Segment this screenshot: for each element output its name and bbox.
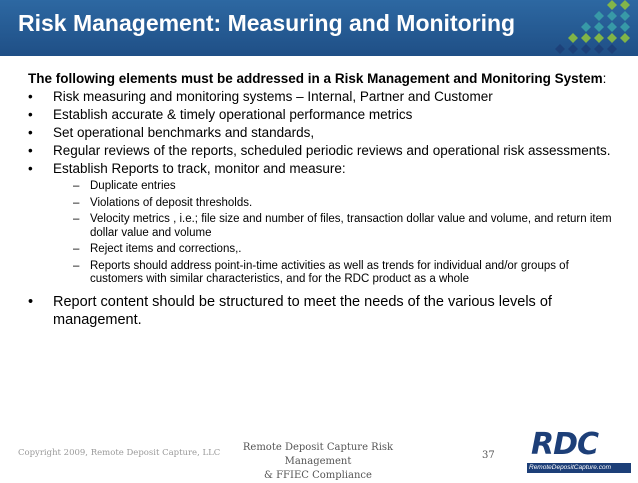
copyright-text: Copyright 2009, Remote Deposit Capture, LLC [18, 448, 221, 458]
bullet-marker: • [28, 107, 33, 122]
bullet-text: Report content should be structured to meet the needs of the various levels of management. [53, 293, 552, 328]
dash-marker: – [73, 243, 80, 255]
sub-bullet-text: Reject items and corrections,. [90, 243, 242, 255]
intro-colon: : [602, 71, 607, 86]
diamond-tile [594, 11, 604, 21]
diamond-tile [607, 0, 617, 10]
bullet-marker: • [28, 125, 33, 140]
diamond-tile [620, 33, 630, 43]
sub-bullet-text: Duplicate entries [90, 180, 176, 192]
diamond-tile [568, 33, 578, 43]
sub-list-item [73, 197, 618, 211]
diamond-tile [594, 22, 604, 32]
dash-marker: – [73, 180, 80, 192]
bullet-text: Risk measuring and monitoring systems – Internal, Partner and Customer [53, 89, 493, 104]
dash-marker: – [73, 259, 80, 272]
diamond-tile [594, 44, 604, 54]
dash-marker: – [73, 213, 80, 225]
sub-bullet-list [53, 180, 618, 287]
bullet-marker: • [28, 293, 34, 310]
list-item [28, 293, 618, 329]
list-item [28, 124, 618, 141]
rdc-logo-wordmark: RDC [531, 427, 599, 462]
diamond-tile [607, 44, 617, 54]
diamond-tile [607, 22, 617, 32]
diamond-tile [568, 44, 578, 54]
bullet-text: Regular reviews of the reports, scheduled periodic reviews and operational risk assessments. [53, 143, 611, 158]
rdc-logo [525, 427, 635, 477]
diamond-tile [620, 22, 630, 32]
diamond-tile [620, 11, 630, 21]
bullet-text: Establish accurate & timely operational performance metrics [53, 107, 413, 122]
bullet-list [28, 88, 618, 329]
bullet-marker: • [28, 143, 33, 158]
diamond-tile [555, 44, 565, 54]
sub-bullet-text: Velocity metrics , i.e.; file size and number of files, transaction dollar value and volume, and return item dollar value and volume [90, 213, 612, 239]
diamond-tile [581, 33, 591, 43]
sub-list-item [73, 213, 618, 240]
footer-caption-line2: & FFIEC Compliance [264, 470, 372, 481]
sub-list-item [73, 180, 618, 194]
diamond-tile [581, 22, 591, 32]
sub-bullet-text: Violations of deposit thresholds. [90, 196, 253, 209]
dash-marker: – [73, 196, 80, 209]
sub-bullet-text: Reports should address point-in-time activities as well as trends for individual and/or groups of customers with similar characteristics, and for the RDC product as a whole [90, 259, 569, 285]
diamond-tile [620, 0, 630, 10]
list-item [28, 106, 618, 123]
sub-list-item [73, 243, 618, 257]
list-item [28, 142, 618, 159]
bullet-text: Establish Reports to track, monitor and measure: [53, 161, 346, 176]
diamond-tile [581, 44, 591, 54]
footer-caption-line1: Remote Deposit Capture Risk Management [242, 442, 394, 467]
intro-text: The following elements must be addressed in a Risk Management and Monitoring System [28, 71, 603, 86]
bullet-text: Set operational benchmarks and standards, [53, 125, 315, 140]
rdc-logo-url: RemoteDepositCapture.com [529, 464, 612, 471]
bullet-marker: • [28, 161, 33, 176]
page-number: 37 [482, 450, 495, 461]
diamond-tile [607, 33, 617, 43]
sub-list-item [73, 260, 618, 287]
slide-title: Risk Management: Measuring and Monitoring [18, 10, 516, 36]
diamond-tile [607, 11, 617, 21]
bullet-marker: • [28, 89, 33, 104]
diamond-tile [594, 33, 604, 43]
list-item [28, 160, 618, 287]
diamond-grid-logo-icon [552, 0, 638, 56]
intro-paragraph [28, 70, 618, 87]
list-item [28, 88, 618, 105]
slide-body [28, 70, 618, 329]
title-bar [0, 0, 638, 56]
footer-caption [213, 441, 423, 483]
